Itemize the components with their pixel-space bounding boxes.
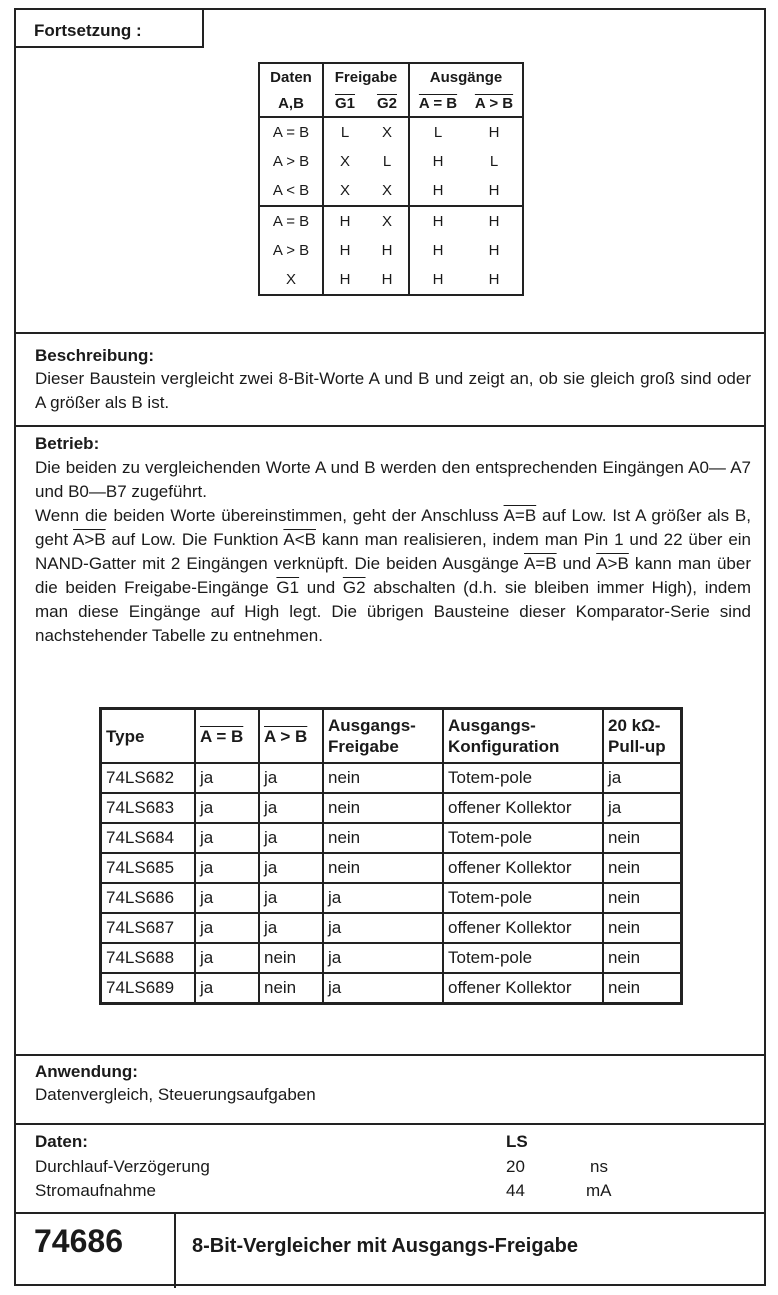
daten-title: Daten:	[35, 1132, 88, 1151]
truth-table-cell: X	[259, 265, 323, 295]
truth-table-cell: H	[366, 236, 409, 265]
truth-table-cell: H	[432, 242, 444, 259]
truth-table-sub-header: A,B	[259, 90, 323, 117]
truth-table-sub-header: A = B	[418, 94, 458, 112]
type-table-cell: 74LS683	[101, 793, 196, 823]
type-table-cell: Totem-pole	[443, 943, 603, 973]
type-table-cell: ja	[259, 763, 323, 793]
section-divider	[16, 1123, 764, 1125]
type-table-cell: 74LS684	[101, 823, 196, 853]
truth-table-cell: H	[488, 271, 500, 288]
type-table-row	[101, 823, 682, 853]
betrieb-text-segment: auf Low. Ist A größer als B, geht	[35, 506, 751, 549]
signal-a-gt-b: A>B	[596, 554, 629, 573]
signal-g2: G2	[342, 578, 366, 597]
type-table-header-line: 20 kΩ-	[608, 716, 661, 735]
truth-table-sub-header: A > B	[474, 94, 514, 112]
type-table-cell: ja	[195, 913, 259, 943]
truth-table-cell: H	[339, 242, 351, 259]
type-table-cell: ja	[259, 793, 323, 823]
truth-table-cell: X	[366, 176, 409, 206]
truth-table-group-header: Daten	[259, 63, 323, 90]
truth-table-cell: X	[323, 176, 366, 206]
signal-g1: G1	[276, 578, 300, 597]
type-table-row	[101, 913, 682, 943]
type-table-cell: Totem-pole	[443, 763, 603, 793]
truth-table-cell: L	[433, 124, 443, 141]
truth-table-row	[259, 265, 523, 295]
truth-table-cell: A < B	[259, 176, 323, 206]
truth-table-cell: H	[432, 213, 444, 230]
type-table-cell: nein	[603, 913, 682, 943]
truth-table-cell: H	[432, 271, 444, 288]
betrieb-text-segment: auf Low. Die Funktion	[105, 530, 284, 549]
daten-family: LS	[506, 1132, 528, 1151]
truth-table-cell: H	[488, 213, 500, 230]
type-table-cell: nein	[603, 943, 682, 973]
truth-table-cell: A = B	[259, 206, 323, 236]
truth-table-cell: L	[340, 124, 350, 141]
type-table-cell: nein	[323, 763, 443, 793]
type-table-header-line: Konfiguration	[448, 737, 560, 756]
truth-table-sub-header: G2	[376, 94, 397, 112]
daten-value: 20	[506, 1157, 525, 1176]
type-table-cell: ja	[603, 793, 682, 823]
type-table-cell: nein	[323, 823, 443, 853]
section-divider	[16, 425, 764, 427]
type-table-cell: nein	[259, 943, 323, 973]
type-table-cell: ja	[259, 883, 323, 913]
type-table-cell: nein	[603, 823, 682, 853]
daten-unit: ns	[590, 1157, 608, 1176]
type-table	[99, 707, 683, 1005]
type-table-cell: ja	[195, 763, 259, 793]
anwendung-text: Datenvergleich, Steuerungsaufgaben	[35, 1085, 316, 1104]
truth-table-cell: L	[366, 147, 409, 176]
type-table-row	[101, 853, 682, 883]
type-table-cell: ja	[195, 973, 259, 1004]
betrieb-text-segment: kann man realisieren, indem man Pin 1 und 22 über ein NAND-Gatter mit 2 Eingängen verknüpft. Die beiden Ausgänge	[35, 530, 752, 573]
type-table-cell: Totem-pole	[443, 883, 603, 913]
signal-a-eq-b: A=B	[524, 554, 557, 573]
daten-label: Durchlauf-Verzögerung	[35, 1157, 210, 1176]
betrieb-text-segment: und	[299, 578, 343, 597]
truth-table-row	[259, 236, 523, 265]
type-table-cell: 74LS689	[101, 973, 196, 1004]
type-table-cell: 74LS682	[101, 763, 196, 793]
beschreibung-text: Dieser Baustein vergleicht zwei 8-Bit-Worte A und B und zeigt an, ob sie gleich groß sind oder A größer als B ist.	[35, 369, 751, 412]
truth-table-cell: A > B	[259, 236, 323, 265]
type-table-cell: 74LS686	[101, 883, 196, 913]
truth-table-cell: H	[409, 176, 466, 206]
type-table-cell: ja	[323, 883, 443, 913]
betrieb-text-segment: kann man über die beiden Freigabe-Eingänge	[35, 554, 752, 597]
continuation-label: Fortsetzung :	[16, 10, 204, 48]
section-divider	[16, 332, 764, 334]
type-table-cell: ja	[195, 883, 259, 913]
truth-table-cell: H	[339, 213, 351, 230]
signal-a-gt-b: A>B	[73, 530, 106, 549]
truth-table	[258, 62, 524, 296]
betrieb-text-segment: Wenn die beiden Worte übereinstimmen, geht der Anschluss	[35, 506, 504, 525]
type-table-cell: nein	[603, 853, 682, 883]
type-table-row	[101, 763, 682, 793]
type-table-cell: ja	[259, 823, 323, 853]
type-table-cell: offener Kollektor	[443, 973, 603, 1004]
footer-divider	[174, 1212, 176, 1288]
type-table-cell: nein	[323, 853, 443, 883]
type-table-row	[101, 883, 682, 913]
type-table-header: Type	[101, 709, 196, 764]
type-table-header-line: Ausgangs-	[448, 716, 536, 735]
truth-table-group-header: Ausgänge	[429, 68, 503, 86]
daten-unit: mA	[586, 1181, 612, 1200]
type-table-cell: ja	[259, 853, 323, 883]
type-table-row	[101, 943, 682, 973]
type-table-cell: ja	[323, 913, 443, 943]
type-table-cell: ja	[195, 943, 259, 973]
type-table-cell: 74LS687	[101, 913, 196, 943]
part-number: 74686	[34, 1223, 123, 1259]
truth-table-cell: H	[488, 242, 500, 259]
truth-table-cell: A > B	[259, 147, 323, 176]
type-table-cell: Totem-pole	[443, 823, 603, 853]
type-table-cell: ja	[259, 913, 323, 943]
truth-table-row	[259, 176, 523, 206]
type-table-cell: ja	[195, 793, 259, 823]
type-table-cell: ja	[603, 763, 682, 793]
type-table-cell: nein	[603, 883, 682, 913]
daten-label: Stromaufnahme	[35, 1181, 156, 1200]
truth-table-cell: L	[489, 153, 499, 170]
type-table-header: A = B	[200, 726, 244, 746]
truth-table-cell: X	[366, 117, 409, 147]
betrieb-title: Betrieb:	[35, 434, 100, 453]
type-table-cell: nein	[603, 973, 682, 1004]
truth-table-group-header: Freigabe	[323, 63, 409, 90]
type-table-header-line: Freigabe	[328, 737, 399, 756]
type-table-cell: offener Kollektor	[443, 793, 603, 823]
truth-table-row	[259, 117, 523, 147]
truth-table-cell: H	[366, 265, 409, 295]
beschreibung-title: Beschreibung:	[35, 346, 155, 365]
type-table-cell: ja	[195, 823, 259, 853]
betrieb-text-segment: und	[556, 554, 597, 573]
betrieb-paragraph: Die beiden zu vergleichenden Worte A und B werden den entsprechenden Eingängen A0— A7 und B0—B7 zugeführt.	[35, 458, 751, 501]
type-table-cell: nein	[259, 973, 323, 1004]
section-divider	[16, 1212, 764, 1214]
type-table-header-line: Ausgangs-	[328, 716, 416, 735]
truth-table-sub-header: G1	[334, 94, 355, 112]
truth-table-row	[259, 206, 523, 236]
type-table-cell: ja	[195, 853, 259, 883]
datasheet-page	[14, 8, 766, 1286]
truth-table-cell: H	[339, 271, 351, 288]
truth-table-row	[259, 147, 523, 176]
type-table-header	[443, 709, 603, 764]
betrieb-text-segment: abschalten (d.h. sie bleiben immer High), indem man diese Eingänge auf High legt. Die übrigen Bausteine dieser Komparator-Serie sind nachstehender Tabelle zu entnehmen.	[35, 578, 752, 645]
type-table-header-line: Pull-up	[608, 737, 666, 756]
type-table-header	[323, 709, 443, 764]
truth-table-cell: H	[432, 153, 444, 170]
type-table-header: A > B	[264, 726, 308, 746]
type-table-cell: offener Kollektor	[443, 853, 603, 883]
signal-a-lt-b: A<B	[283, 530, 316, 549]
truth-table-cell: A = B	[259, 117, 323, 147]
type-table-row	[101, 973, 682, 1004]
type-table-cell: ja	[323, 943, 443, 973]
betrieb-text	[35, 456, 751, 648]
type-table-cell: 74LS688	[101, 943, 196, 973]
type-table-row	[101, 793, 682, 823]
device-title: 8-Bit-Vergleicher mit Ausgangs-Freigabe	[192, 1235, 579, 1257]
type-table-cell: nein	[323, 793, 443, 823]
section-divider	[16, 1054, 764, 1056]
type-table-cell: offener Kollektor	[443, 913, 603, 943]
betrieb-paragraph	[35, 504, 751, 648]
truth-table-cell: H	[466, 176, 523, 206]
anwendung-title: Anwendung:	[35, 1062, 138, 1081]
signal-a-eq-b: A=B	[503, 506, 537, 525]
type-table-cell: ja	[323, 973, 443, 1004]
truth-table-cell: H	[488, 124, 500, 141]
truth-table-cell: X	[339, 153, 350, 170]
type-table-header	[603, 709, 682, 764]
daten-value: 44	[506, 1181, 525, 1200]
type-table-cell: 74LS685	[101, 853, 196, 883]
truth-table-cell: X	[366, 206, 409, 236]
